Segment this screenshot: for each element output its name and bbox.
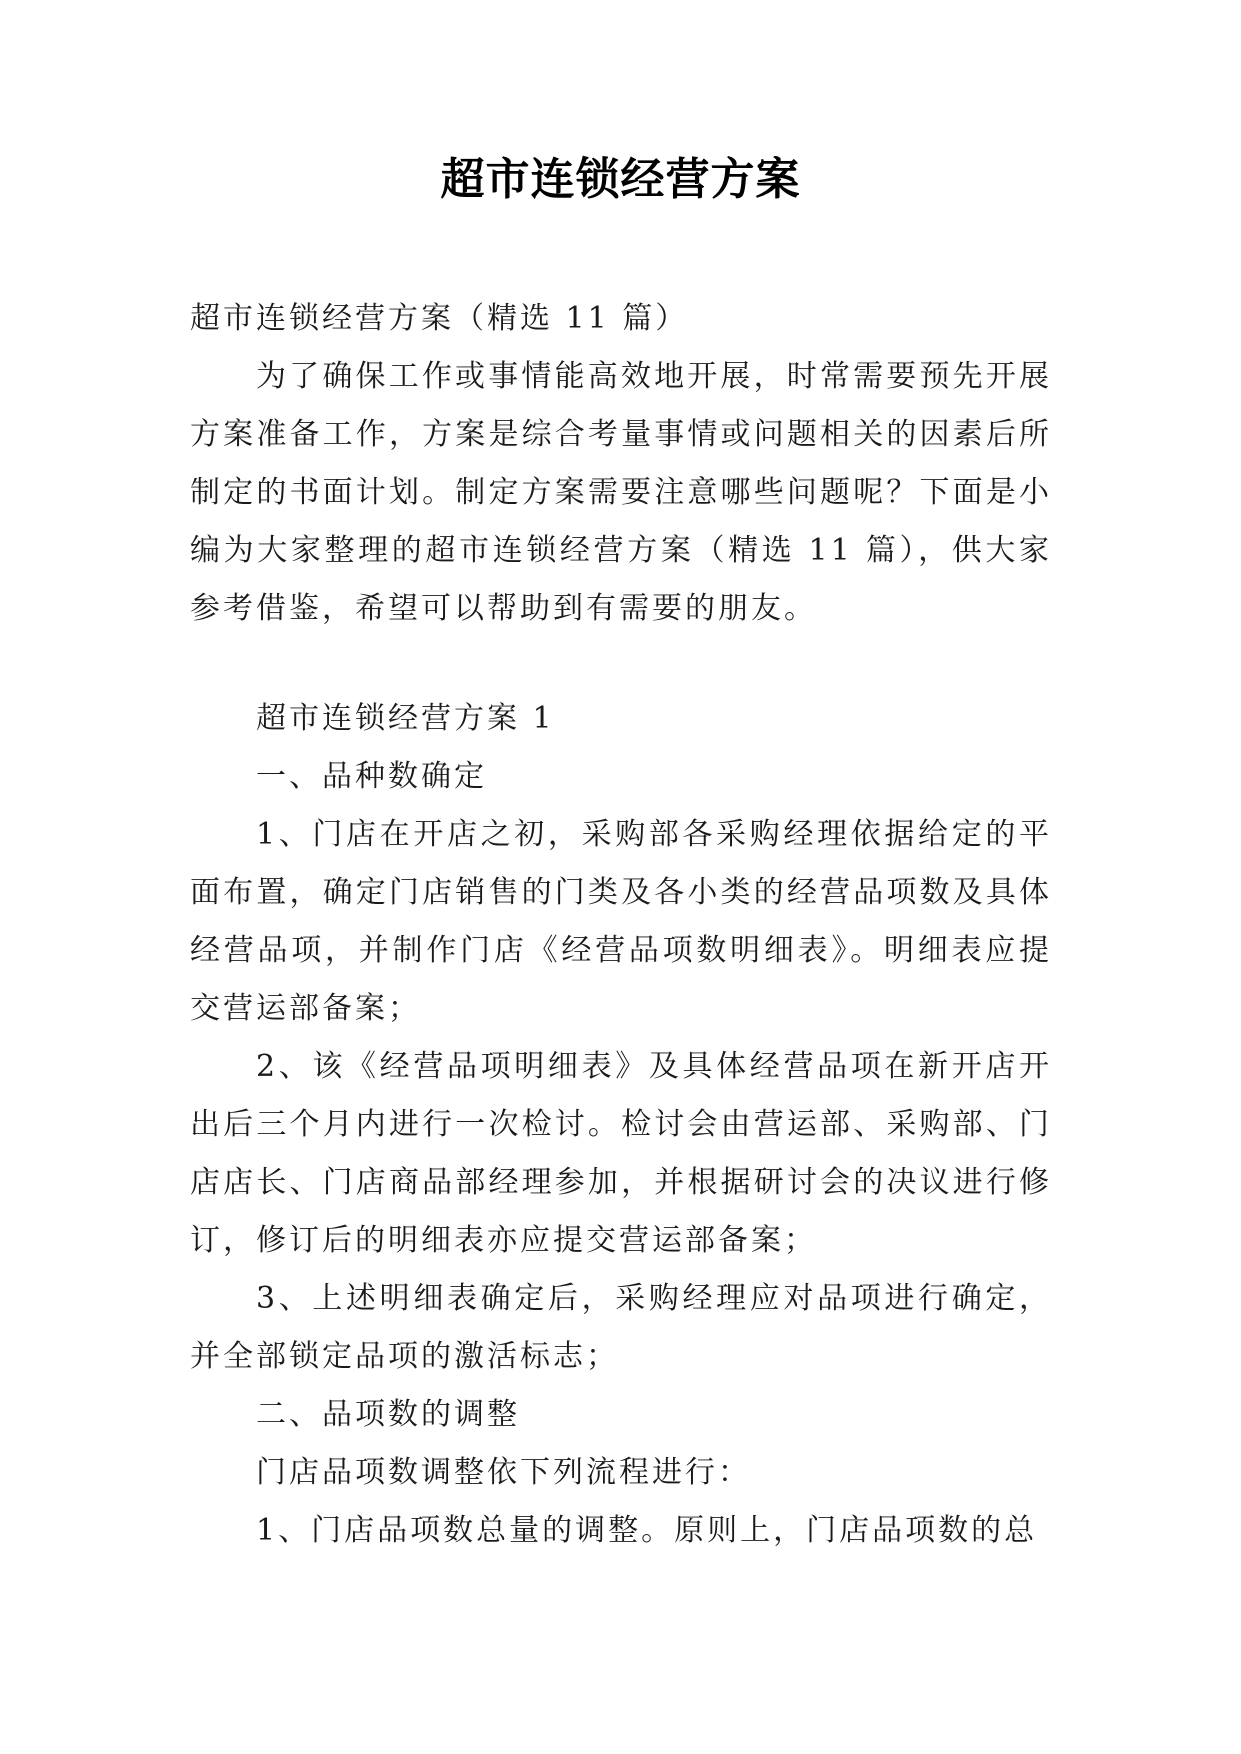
subsection-heading: 二、品项数的调整: [256, 1397, 520, 1432]
body-paragraph: 2、该《经营品项明细表》及具体经营品项在新开店开出后三个月内进行一次检讨。检讨会由营运部、采购部、门店店长、门店商品部经理参加，并根据研讨会的决议进行修订，修订后的明细表亦应提交营运部备案；: [190, 1049, 1052, 1258]
body-paragraph: 1、门店品项数总量的调整。原则上，门店品项数的总: [256, 1513, 1038, 1548]
subtitle-paragraph: 超市连锁经营方案（精选 11 篇）: [190, 301, 689, 336]
intro-paragraph: 为了确保工作或事情能高效地开展，时常需要预先开展方案准备工作，方案是综合考量事情或问题相关的因素后所制定的书面计划。制定方案需要注意哪些问题呢？下面是小编为大家整理的超市连锁经营方案（精选 11 篇），供大家参考借鉴，希望可以帮助到有需要的朋友。: [190, 359, 1052, 626]
document-title: 超市连锁经营方案: [440, 154, 801, 205]
subsection-heading: 一、品种数确定: [256, 759, 487, 794]
document-body: [190, 290, 1052, 1560]
paragraph-spacer: [190, 638, 1052, 690]
body-paragraph: 1、门店在开店之初，采购部各采购经理依据给定的平面布置，确定门店销售的门类及各小类的经营品项数及具体经营品项，并制作门店《经营品项数明细表》。明细表应提交营运部备案；: [190, 817, 1052, 1026]
section-heading: 超市连锁经营方案 1: [256, 701, 555, 736]
body-paragraph: 门店品项数调整依下列流程进行：: [256, 1455, 751, 1490]
body-paragraph: 3、上述明细表确定后，采购经理应对品项进行确定，并全部锁定品项的激活标志；: [190, 1281, 1052, 1374]
